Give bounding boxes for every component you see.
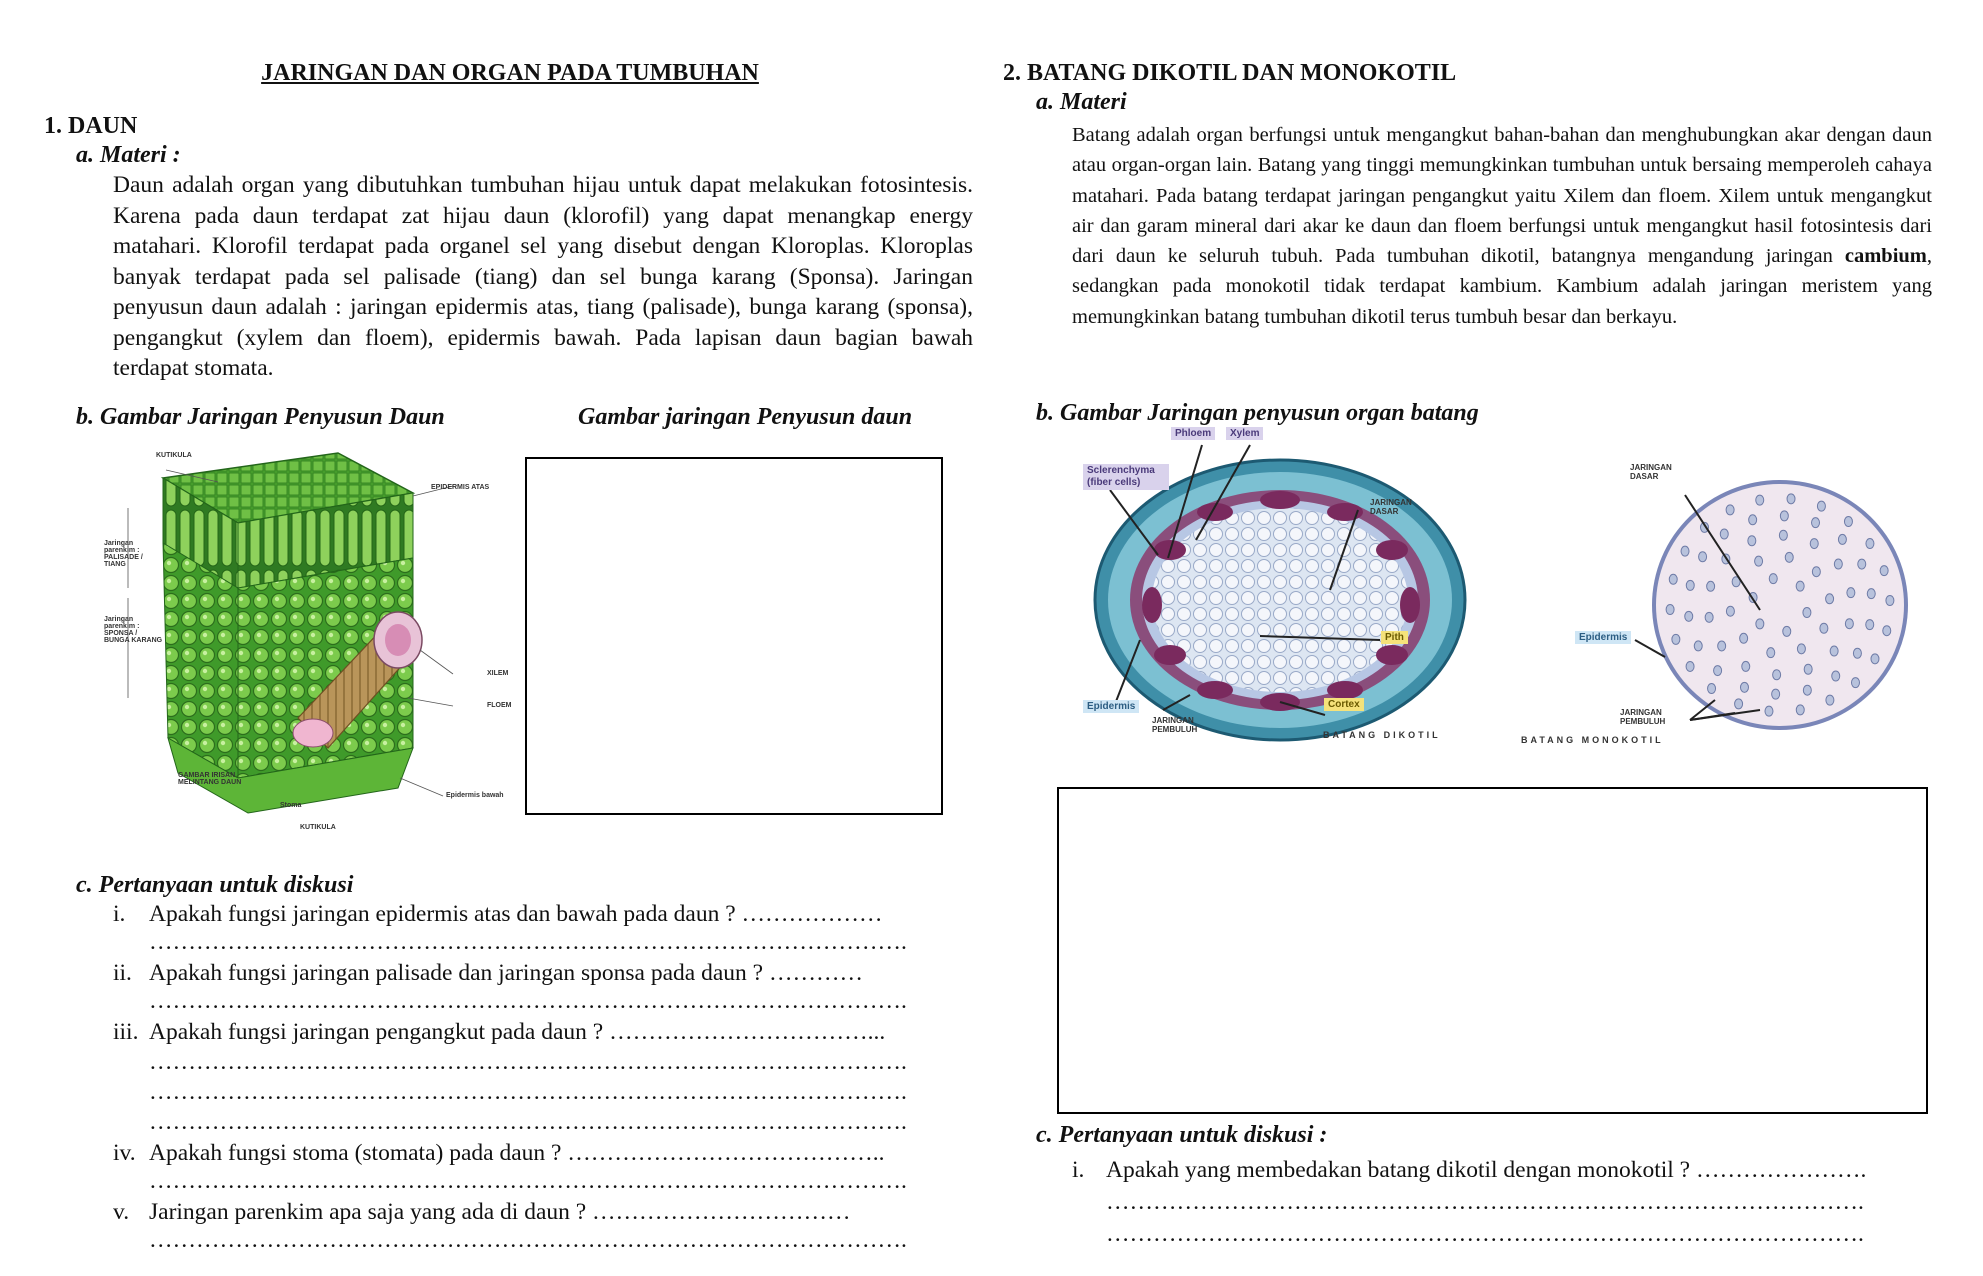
leaf-label-palisade: Jaringan parenkim : PALISADE / TIANG — [104, 540, 143, 568]
vascular-bundle — [1797, 644, 1805, 654]
vascular-bundle — [1796, 705, 1804, 715]
vascular-bundle — [1694, 641, 1702, 651]
vascular-bundle — [1834, 559, 1842, 569]
vascular-bundle — [1779, 530, 1787, 540]
dicot-label-jaringan-pembuluh: JARINGAN PEMBULUH — [1152, 716, 1198, 734]
answer-line[interactable]: ……………………………………………………………………………………. — [149, 1049, 907, 1075]
vascular-bundle — [1720, 529, 1728, 539]
vascular-bundle — [1707, 581, 1715, 591]
question-number: iii. — [113, 1019, 139, 1045]
monocot-label-epidermis: Epidermis — [1575, 631, 1631, 644]
answer-line[interactable]: ……………………………………………………………………………………. — [1106, 1189, 1864, 1215]
monocot-stem-image — [1520, 455, 1920, 755]
answer-line[interactable]: ……………………………………………………………………………………. — [149, 1227, 907, 1253]
leaf-label-gambar-irisan: GAMBAR IRISAN MELINTANG DAUN — [178, 772, 242, 786]
vascular-bundle — [1880, 566, 1888, 576]
vascular-bundle — [1666, 605, 1674, 615]
question-list-batang — [1072, 1156, 1932, 1248]
vascular-bundle — [1699, 552, 1707, 562]
vascular-bundle — [1866, 539, 1874, 549]
leaf-label-kutikula-bottom: KUTIKULA — [300, 824, 336, 831]
dicot-label-sclerenchyma: Sclerenchyma (fiber cells) — [1083, 464, 1169, 490]
dicot-stem-image — [1080, 430, 1500, 755]
leaf-label-floem: FLOEM — [487, 702, 512, 709]
question-item — [113, 1139, 973, 1195]
vascular-bundle — [1787, 494, 1795, 504]
monocot-label-jaringan-pembuluh: JARINGAN PEMBULUH — [1620, 708, 1666, 726]
question-item — [113, 1198, 973, 1254]
question-item — [113, 900, 973, 956]
vascular-bundle — [1810, 539, 1818, 549]
vascular-bundle — [1820, 623, 1828, 633]
leaf-label-xilem: XILEM — [487, 670, 509, 677]
question-text: Apakah fungsi jaringan pengangkut pada daun ? ……………………………... — [149, 1019, 886, 1045]
vascular-bundle — [1765, 706, 1773, 716]
question-text: Jaringan parenkim apa saja yang ada di daun ? …………………………… — [149, 1199, 851, 1225]
gambar-heading-daun-2: Gambar jaringan Penyusun daun — [578, 404, 913, 430]
question-number: i. — [1072, 1157, 1085, 1183]
vascular-bundle — [1686, 661, 1694, 671]
vascular-bundle — [1830, 646, 1838, 656]
vascular-bundle — [1714, 666, 1722, 676]
vascular-bundle — [1705, 612, 1713, 622]
dicot-label-phloem: Phloem — [1171, 427, 1215, 440]
vascular-bundle — [1844, 516, 1852, 526]
diskusi-heading-daun: c. Pertanyaan untuk diskusi — [76, 872, 354, 898]
section-heading-batang: 2. BATANG DIKOTIL DAN MONOKOTIL — [1003, 60, 1457, 86]
vascular-bundle — [1838, 534, 1846, 544]
question-text: Apakah fungsi stoma (stomata) pada daun ? ………………………………….. — [149, 1140, 885, 1166]
vascular-bundle — [1803, 608, 1811, 618]
materi-text-daun: Daun adalah organ yang dibutuhkan tumbuhan hijau untuk dapat melakukan fotosintesis. Karena pada daun terdapat zat hijau daun (klorofil) yang dapat menangkap energy matahari. Klorofil terdapat pada organel sel yang disebut dengan Kloroplas. Kloroplas banyak terdapat pada sel palisade (tiang) dan sel bunga karang (Sponsa). Jaringan penyusun daun adalah : jaringan epidermis atas, tiang (palisade), bunga karang (sponsa), pengangkut (xylem dan floem), epidermis bawah. Pada lapisan daun bagian bawah terdapat stomata. — [113, 172, 973, 381]
vascular-bundle — [1866, 620, 1874, 630]
leaf-label-epidermis-bawah: Epidermis bawah — [446, 792, 504, 799]
answer-line[interactable]: ……………………………………………………………………………………. — [149, 1168, 907, 1194]
vascular-bundle — [1832, 671, 1840, 681]
vascular-bundle — [1726, 606, 1734, 616]
dicot-label-pith: Pith — [1381, 631, 1408, 644]
answer-line[interactable]: ……………………………………………………………………………………. — [149, 929, 907, 955]
materi-heading-batang: a. Materi — [1036, 89, 1127, 115]
monocot-caption: BATANG MONOKOTIL — [1521, 735, 1664, 745]
vascular-bundle — [1748, 536, 1756, 546]
vascular-bundle — [1785, 552, 1793, 562]
page-title: JARINGAN DAN ORGAN PADA TUMBUHAN — [261, 60, 759, 86]
vascular-bundle — [1735, 699, 1743, 709]
vascular-bundle — [1772, 689, 1780, 699]
vascular-bundle — [1669, 574, 1677, 584]
vascular-bundle — [1686, 580, 1694, 590]
question-text: Apakah yang membedakan batang dikotil dengan monokotil ? …………………. — [1106, 1157, 1867, 1183]
diskusi-heading-batang: c. Pertanyaan untuk diskusi : — [1036, 1122, 1328, 1148]
answer-line[interactable]: ……………………………………………………………………………………. — [1106, 1221, 1864, 1247]
gambar-heading-daun: b. Gambar Jaringan Penyusun Daun — [76, 404, 445, 430]
vascular-bundle — [1851, 678, 1859, 688]
materi-text-batang-bold: cambium — [1844, 245, 1927, 268]
vascular-bundle — [1845, 619, 1853, 629]
vascular-bundle — [1812, 518, 1820, 528]
vascular-bundle — [1883, 626, 1891, 636]
materi-text-batang-2: , sedangkan pada monokotil tidak terdapat kambium. Kambium adalah jaringan meristem yang memungkinkan batang tumbuhan dikotil terus tumbuh besar dan berkayu. — [1072, 245, 1932, 328]
vascular-bundle — [1755, 556, 1763, 566]
materi-text-batang-1: Batang adalah organ berfungsi untuk mengangkut bahan-bahan dan menghubungkan akar dengan daun atau organ-organ lain. Batang yang tinggi memungkinkan tumbuhan untuk bersaing memperoleh cahaya matahari. Pada batang terdapat jaringan pengangkut yaitu Xilem dan floem. Xilem untuk mengangkut air dan garam mineral dari akar ke daun dan floem berfungsi untuk mengangkut hasil fotosintesis dari dari daun ke seluruh tubuh. Pada tumbuhan dikotil, batangnya mengandung jaringan — [1072, 124, 1932, 268]
vascular-bundle — [1780, 511, 1788, 521]
question-item — [113, 1018, 973, 1136]
dicot-label-xylem: Xylem — [1226, 427, 1263, 440]
question-number: v. — [113, 1199, 130, 1225]
section-heading-daun: 1. DAUN — [44, 113, 138, 139]
vascular-bundle — [1672, 634, 1680, 644]
vascular-bundle — [1783, 626, 1791, 636]
dicot-caption: BATANG DIKOTIL — [1323, 730, 1441, 740]
vascular-bundle — [1749, 515, 1757, 525]
vascular-bundle — [1796, 581, 1804, 591]
vascular-bundle — [1767, 648, 1775, 658]
drawing-box-batang[interactable] — [1057, 787, 1928, 1114]
vascular-bundle — [1847, 588, 1855, 598]
vascular-bundle — [1756, 495, 1764, 505]
leaf-label-sponsa: Jaringan parenkim : SPONSA / BUNGA KARANG — [104, 616, 163, 644]
vascular-bundle — [1826, 594, 1834, 604]
vascular-bundle — [1740, 682, 1748, 692]
materi-text-batang — [1072, 120, 1932, 332]
vascular-bundle — [1685, 611, 1693, 621]
vascular-bundle — [1740, 633, 1748, 643]
question-number: iv. — [113, 1140, 136, 1166]
vascular-bundle — [1853, 648, 1861, 658]
vascular-bundle — [1681, 546, 1689, 556]
question-list-daun — [113, 900, 973, 1254]
dicot-label-jaringan-dasar: JARINGAN DASAR — [1370, 498, 1412, 516]
vascular-bundle — [1886, 595, 1894, 605]
leaf-label-epidermis-atas: EPIDERMIS ATAS — [431, 484, 490, 491]
vascular-bundle — [1817, 501, 1825, 511]
vascular-bundle — [1826, 695, 1834, 705]
question-text: Apakah fungsi jaringan epidermis atas dan bawah pada daun ? ……………… — [149, 901, 883, 927]
question-text: Apakah fungsi jaringan palisade dan jaringan sponsa pada daun ? ………… — [149, 960, 863, 986]
vascular-bundle — [1804, 664, 1812, 674]
vascular-bundle — [1858, 559, 1866, 569]
leaf-label-stoma: Stoma — [280, 802, 302, 809]
vascular-bundle — [1803, 685, 1811, 695]
vascular-bundle — [1708, 684, 1716, 694]
vascular-bundle — [1871, 654, 1879, 664]
vascular-bundle — [1867, 589, 1875, 599]
vascular-bundle — [1756, 619, 1764, 629]
vascular-bundle — [1769, 574, 1777, 584]
gambar-heading-batang: b. Gambar Jaringan penyusun organ batang — [1036, 400, 1479, 426]
answer-line[interactable]: ……………………………………………………………………………………. — [149, 988, 907, 1014]
materi-heading-daun: a. Materi : — [76, 142, 181, 168]
drawing-box-daun[interactable] — [525, 457, 943, 815]
answer-line[interactable]: ……………………………………………………………………………………. — [149, 1079, 907, 1105]
vascular-bundle — [1718, 641, 1726, 651]
dicot-label-epidermis: Epidermis — [1083, 700, 1139, 713]
leaf-cross-section-image — [104, 448, 513, 843]
leaf-label-kutikula-top: KUTIKULA — [156, 452, 192, 459]
vascular-bundle — [1742, 661, 1750, 671]
vascular-bundle — [1726, 505, 1734, 515]
question-number: i. — [113, 901, 126, 927]
answer-line[interactable]: ……………………………………………………………………………………. — [149, 1109, 907, 1135]
question-item — [113, 959, 973, 1015]
vascular-bundle — [1812, 567, 1820, 577]
question-number: ii. — [113, 960, 132, 986]
dicot-label-cortex: Cortex — [1324, 698, 1364, 711]
vascular-bundle — [1773, 670, 1781, 680]
question-item — [1072, 1156, 1932, 1248]
monocot-label-jaringan-dasar: JARINGAN DASAR — [1630, 463, 1672, 481]
